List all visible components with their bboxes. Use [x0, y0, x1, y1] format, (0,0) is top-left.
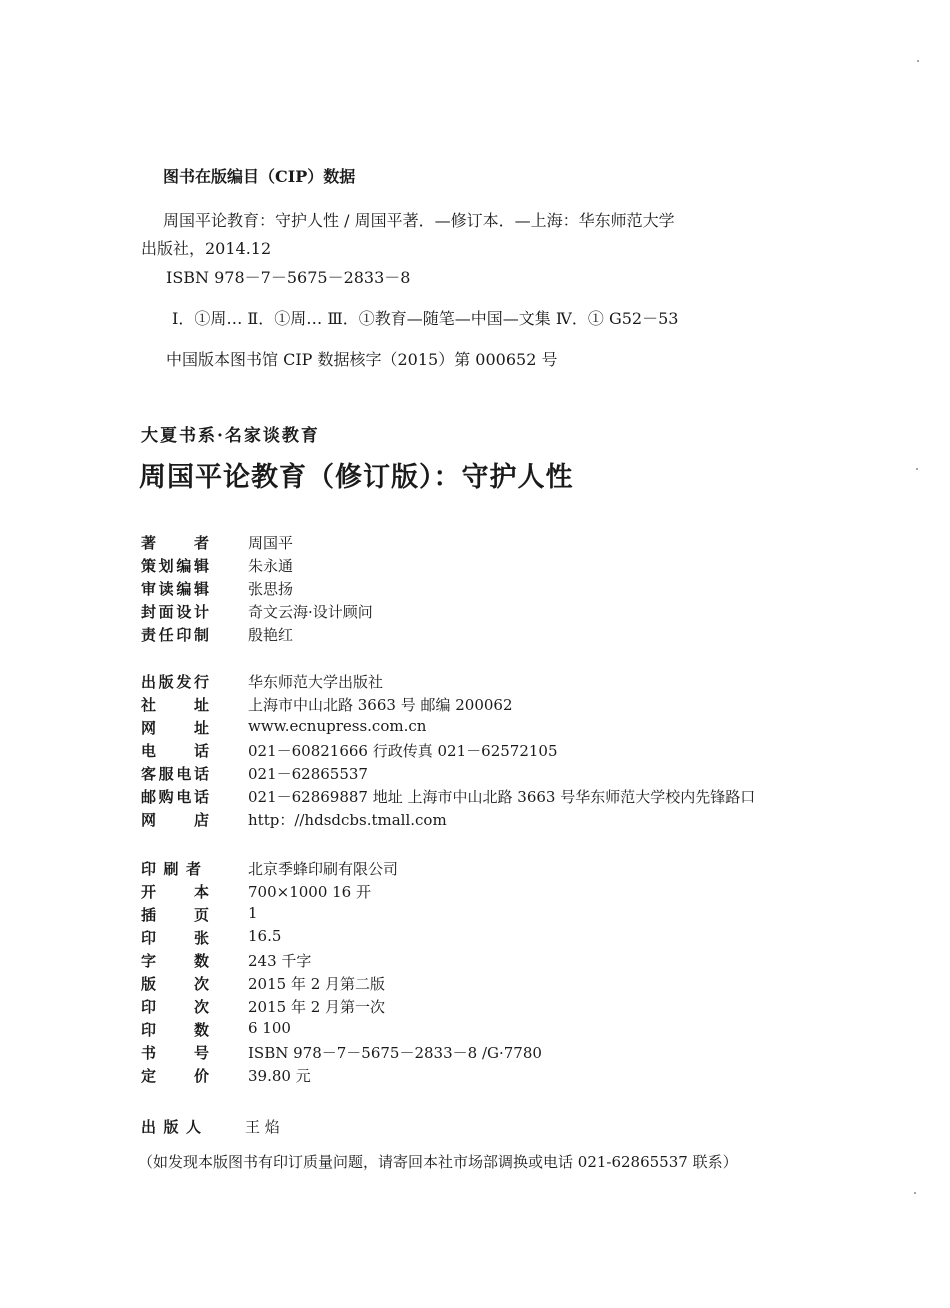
- cip-isbn: ISBN 978－7－5675－2833－8: [166, 268, 411, 287]
- print-info-value: 243 千字: [248, 952, 312, 970]
- publisher-info-label: 邮购电话: [141, 788, 209, 806]
- cip-line-1: 周国平论教育：守护人性 / 周国平著．—修订本．—上海：华东师范大学: [163, 211, 675, 230]
- publisher-info-value: 021－62865537: [248, 765, 368, 783]
- cip-heading: 图书在版编目（CIP）数据: [163, 167, 356, 186]
- credit-label: 著者: [141, 534, 209, 552]
- scan-dot-mark: [917, 60, 919, 62]
- credit-value: 张思扬: [248, 580, 294, 598]
- cip-number: 中国版本图书馆 CIP 数据核字（2015）第 000652 号: [166, 350, 558, 369]
- print-info-value: 1: [248, 904, 258, 922]
- credit-label: 封面设计: [141, 603, 209, 621]
- print-info-value: 16.5: [248, 927, 282, 945]
- print-info-label: 插页: [141, 906, 209, 924]
- print-info-label: 印数: [141, 1021, 209, 1039]
- publisher-person-value: 王 焰: [245, 1118, 280, 1136]
- print-info-label: 定价: [141, 1067, 209, 1085]
- publisher-info-label: 社址: [141, 696, 209, 714]
- publisher-info-label: 网址: [141, 719, 209, 737]
- credit-value: 殷艳红: [248, 626, 294, 644]
- credit-label: 审读编辑: [141, 580, 209, 598]
- credit-value: 奇文云海·设计顾问: [248, 603, 373, 621]
- print-info-label: 开本: [141, 883, 209, 901]
- publisher-info-label: 网店: [141, 811, 209, 829]
- publisher-info-label: 出版发行: [141, 673, 209, 691]
- credit-label: 策划编辑: [141, 557, 209, 575]
- publisher-info-value: www.ecnupress.com.cn: [248, 717, 427, 735]
- scan-dot-mark: [916, 468, 918, 470]
- scan-dot-mark: [914, 1192, 916, 1194]
- print-info-label: 字数: [141, 952, 209, 970]
- print-info-label: 版次: [141, 975, 209, 993]
- quality-notice: （如发现本版图书有印订质量问题，请寄回本社市场部调换或电话 021-62865537 联系）: [138, 1153, 738, 1171]
- publisher-info-label: 电话: [141, 742, 209, 760]
- publisher-info-value: 华东师范大学出版社: [248, 673, 384, 691]
- credit-value: 周国平: [248, 534, 294, 552]
- print-info-value: 2015 年 2 月第二版: [248, 975, 386, 993]
- print-info-value: 2015 年 2 月第一次: [248, 998, 386, 1016]
- publisher-info-value: http：//hdsdcbs.tmall.com: [248, 811, 447, 829]
- print-info-label: 印张: [141, 929, 209, 947]
- print-info-value: ISBN 978－7－5675－2833－8 /G·7780: [248, 1044, 542, 1062]
- publisher-info-value: 021－62869887 地址 上海市中山北路 3663 号华东师范大学校内先锋路口: [248, 788, 756, 806]
- print-info-label: 书号: [141, 1044, 209, 1062]
- book-title: 周国平论教育（修订版）：守护人性: [139, 462, 574, 493]
- publisher-info-value: 上海市中山北路 3663 号 邮编 200062: [248, 696, 513, 714]
- cip-line-2: 出版社，2014.12: [141, 239, 272, 258]
- print-info-value: 39.80 元: [248, 1067, 311, 1085]
- series-name: 大夏书系·名家谈教育: [141, 426, 320, 446]
- cip-classification: Ⅰ．①周… Ⅱ．①周… Ⅲ．①教育—随笔—中国—文集 Ⅳ．① G52－53: [172, 309, 679, 328]
- credit-value: 朱永通: [248, 557, 294, 575]
- print-info-value: 北京季蜂印刷有限公司: [248, 860, 399, 878]
- print-info-value: 6 100: [248, 1019, 291, 1037]
- credit-label: 责任印制: [141, 626, 209, 644]
- publisher-info-label: 客服电话: [141, 765, 209, 783]
- print-info-label: 印刷者: [141, 860, 201, 878]
- publisher-person-label: 出版人: [141, 1118, 201, 1136]
- publisher-info-value: 021－60821666 行政传真 021－62572105: [248, 742, 558, 760]
- print-info-label: 印次: [141, 998, 209, 1016]
- print-info-value: 700×1000 16 开: [248, 883, 371, 901]
